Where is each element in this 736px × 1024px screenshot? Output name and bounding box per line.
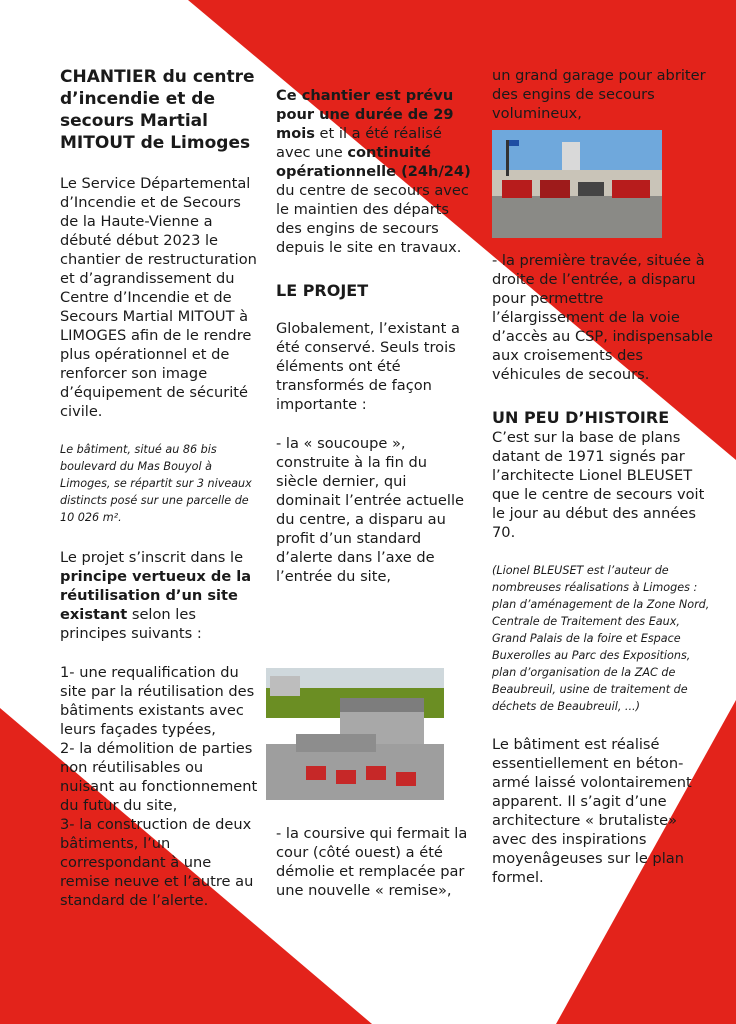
garage-paragraph: un grand garage pour abriter des engins de secours volumineux,: [492, 67, 706, 122]
building-note: Le bâtiment, situé au 86 bis boulevard du Mas Bouyol à Limoges, se répartit sur 3 niveaux distincts posé sur une parcelle de 10 026 m².: [60, 443, 252, 524]
article-title: CHANTIER du centre d’incendie et de secours Martial MITOUT de Limoges: [60, 67, 255, 153]
travee-paragraph: - la première travée, située à droite de l’entrée, a disparu pour permettre l’élargissement de la voie d’accès au CSP, indispensable aux croisements des véhicules de secours.: [492, 252, 714, 383]
principle-1: 1- une requalification du site par la réutilisation des bâtiments existants avec leurs façades typées,: [60, 664, 255, 738]
projet-paragraph: Le projet s’inscrit dans le principe vertueux de la réutilisation d’un site existant selon les principes suivants :: [60, 549, 252, 642]
soucoupe-paragraph: - la « soucoupe », construite à la fin du siècle dernier, qui dominait l’entrée actuelle du centre, a disparu au profit d’un standard d’alerte dans l’axe de l’entrée du site,: [276, 435, 464, 585]
principle-2: 2- la démolition de parties non réutilisables ou nuisant au fonctionnement du futur du site,: [60, 740, 258, 814]
fire-station-garage-photo: [492, 130, 662, 238]
fire-station-courtyard-photo: [266, 668, 444, 800]
bleuset-note: (Lionel BLEUSET est l’auteur de nombreuses réalisations à Limoges : plan d’aménagement de la Zone Nord, Centrale de Traitement des Eaux, Grand Palais de la foire et Espace Buxerolles au Parc des Expositions, plan d’organisation de la ZAC de Beaubreuil, usine de traitement de déchets de Beaubreuil, ...): [492, 564, 710, 713]
heading-un-peu-d-histoire: UN PEU D’HISTOIRE: [492, 408, 670, 427]
heading-le-projet: LE PROJET: [276, 281, 369, 300]
coursive-paragraph: - la coursive qui fermait la cour (côté ouest) a été démolie et remplacée par une nouvelle « remise»,: [276, 825, 468, 899]
principle-3: 3- la construction de deux bâtiments, l’un correspondant à une remise neuve et l’autre au standard de l’alerte.: [60, 816, 254, 909]
intro-paragraph: Le Service Départemental d’Incendie et de Secours de la Haute-Vienne a débuté début 2023 le chantier de restructuration et d’agrandissement du Centre d’Incendie et de Secours Martial MITOUT à LIMOGES afin de le rendre plus opérationnel et de renforcer son image d’équipement de sécurité civile.: [60, 175, 257, 420]
projet-intro: Globalement, l’existant a été conservé. Seuls trois éléments ont été transformés de façon importante :: [276, 320, 460, 413]
column-left: [60, 66, 260, 910]
duree-paragraph: Ce chantier est prévu pour une durée de 29 mois et il a été réalisé avec une continuité opérationnelle (24h/24) du centre de secours avec le maintien des départs des engins de secours depuis le site en travaux.: [276, 87, 471, 256]
histoire-paragraph: C’est sur la base de plans datant de 1971 signés par l’architecte Lionel BLEUSET que le centre de secours voit le jour au début des années 70.: [492, 429, 705, 541]
batiment-paragraph: Le bâtiment est réalisé essentiellement en béton-armé laissé volontairement apparent. Il s’agit d’une architecture « brutaliste» avec des inspirations moyenâgeuses sur le plan formel.: [492, 736, 692, 886]
